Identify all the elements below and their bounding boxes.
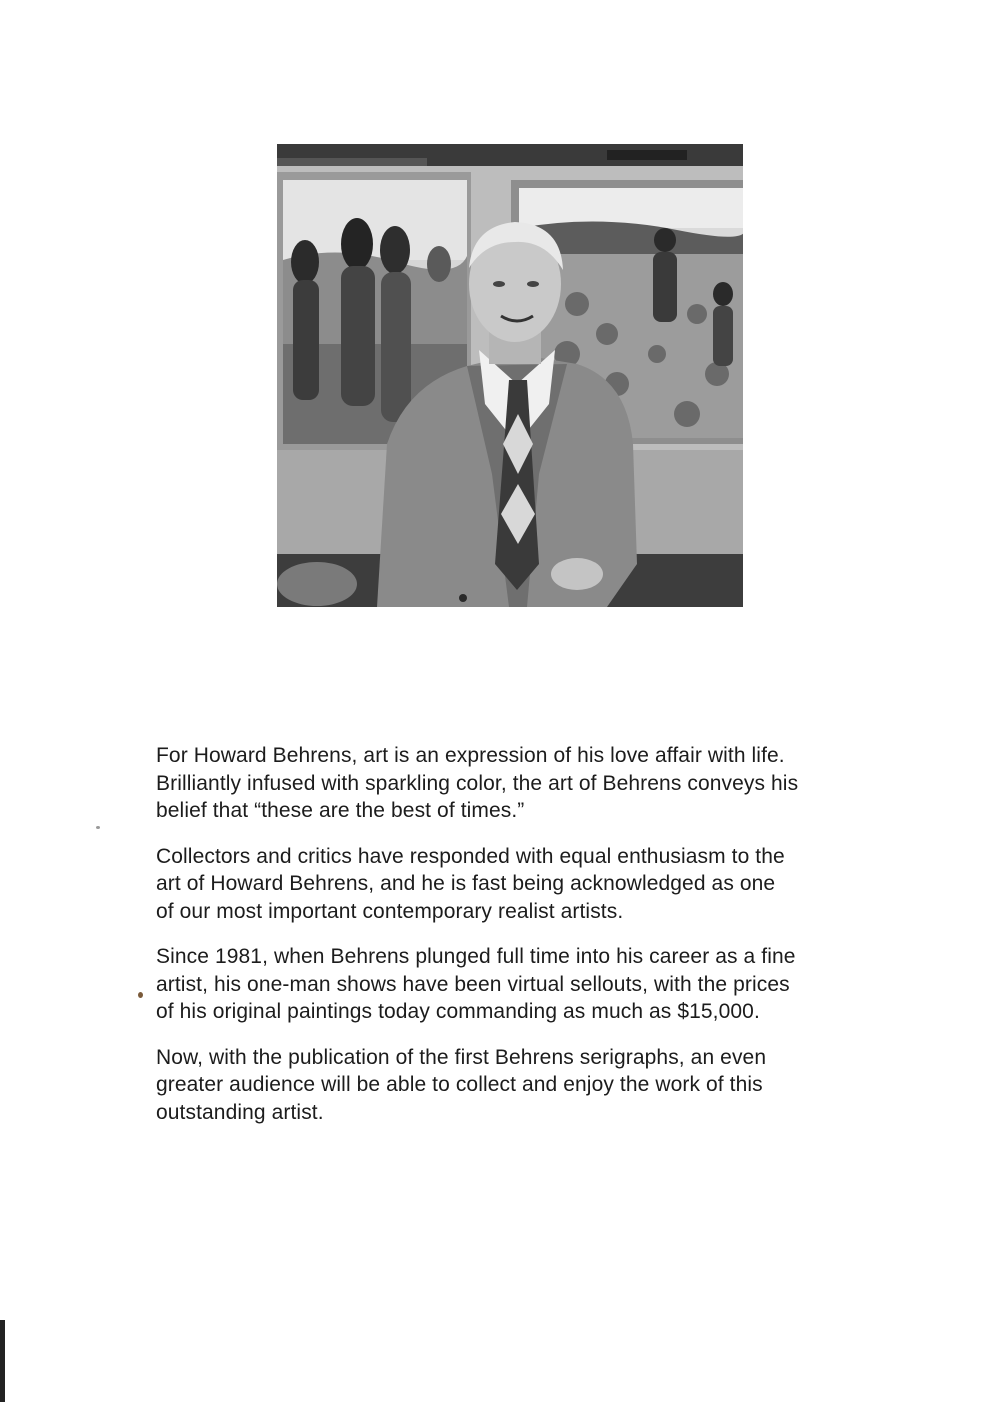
scan-edge-shadow [0,1320,5,1402]
paragraph-intro: For Howard Behrens, art is an expression of his love affair with life. Brilliantly infused with sparkling color, the art of Behrens conveys his belief that “these are the best of times.” [156,744,799,822]
scan-speck [96,826,100,829]
paragraph-serigraphs: Now, with the publication of the first Behrens serigraphs, an even greater audience will be able to collect and enjoy the work of this outstanding artist. [156,1045,767,1124]
body-text [156,742,886,1144]
portrait-photo [277,144,743,607]
paragraph-collectors: Collectors and critics have responded with equal enthusiasm to the art of Howard Behrens, and he is fast being acknowledged as one of our most important contemporary realist artists. [156,844,785,923]
paragraph-career: Since 1981, when Behrens plunged full time into his career as a fine artist, his one-man shows have been virtual sellouts, with the prices of his original paintings today commanding as much as $15,000. [156,945,796,1023]
scan-speck [138,992,143,998]
